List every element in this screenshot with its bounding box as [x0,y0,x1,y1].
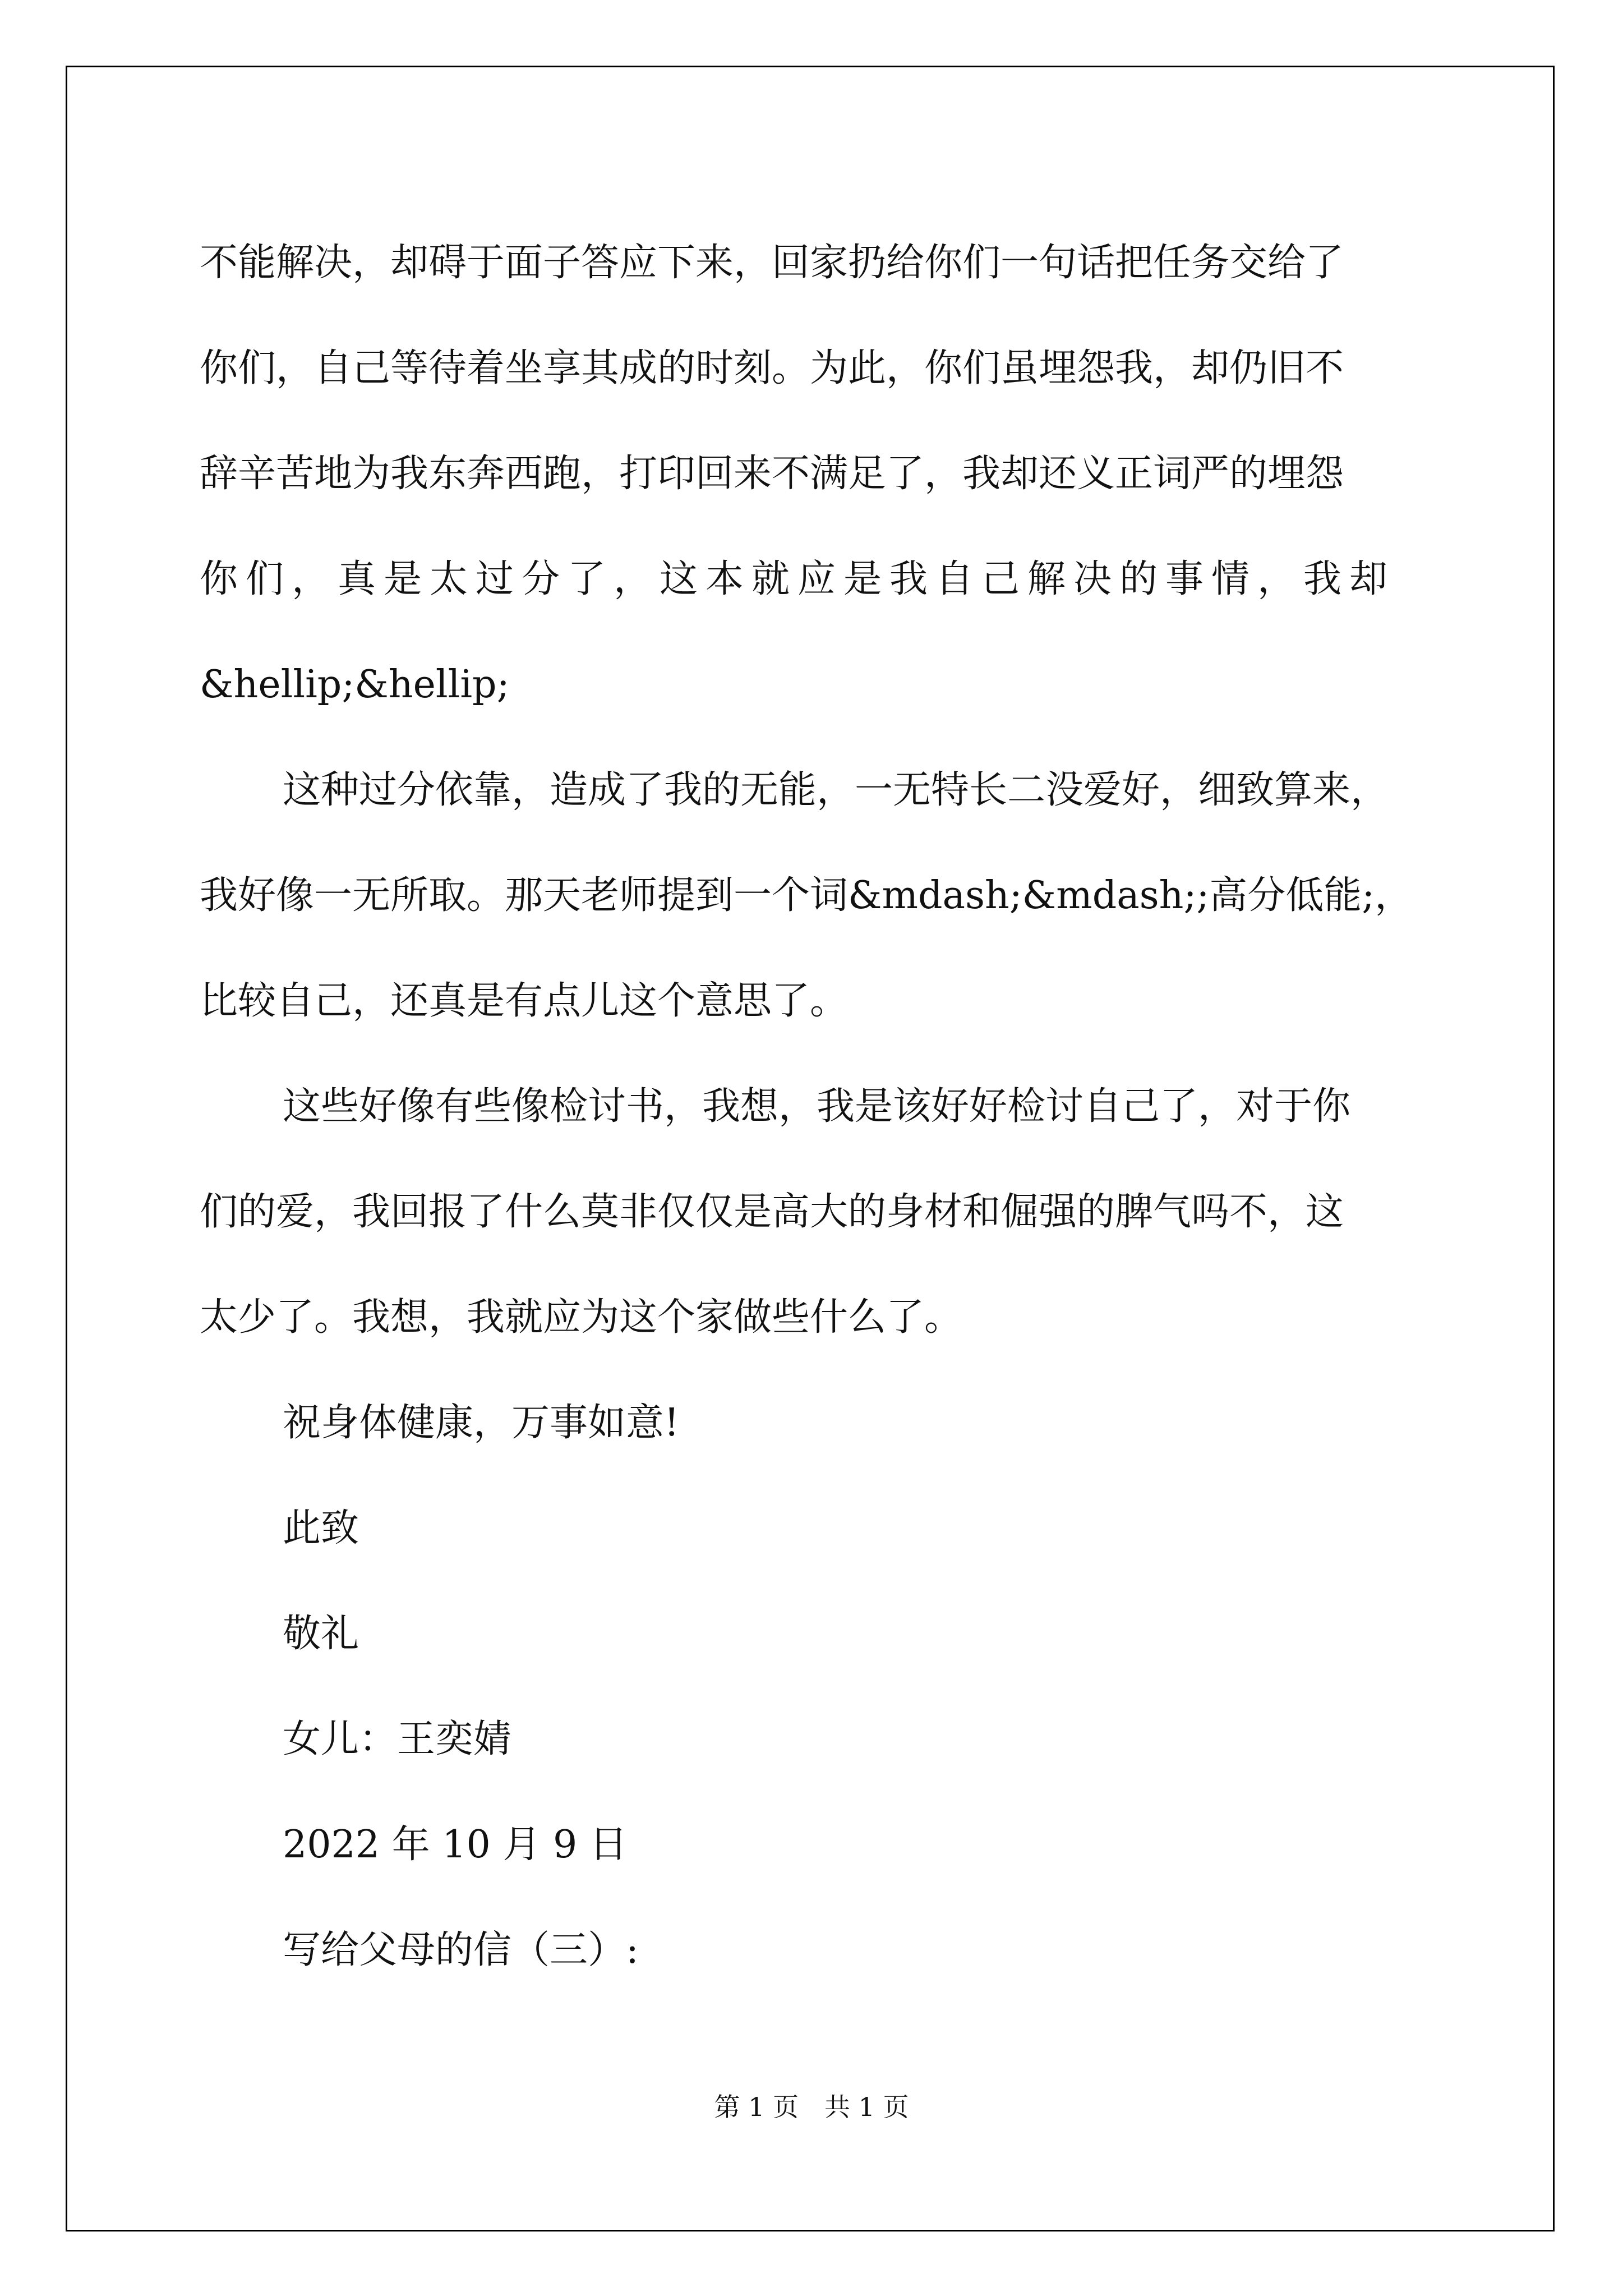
page-total: 共 1 页 [824,2092,909,2122]
body-line: 太少了。我想，我就应为这个家做些什么了。 [200,1295,963,1340]
salutation-line: 此致 [283,1506,359,1550]
body-line: 不能解决，却碍于面子答应下来，回家扔给你们一句话把任务交给了 [200,241,1344,285]
body-line: 们的爱，我回报了什么莫非仅仅是高大的身材和倔强的脾气吗不，这 [200,1190,1344,1234]
page-footer [0,2087,1623,2124]
salutation-line: 敬礼 [283,1612,359,1656]
body-line: &hellip;&hellip; [200,662,510,707]
body-line: 你们，真是太过分了，这本就应是我自己解决的事情，我却 [200,557,1396,601]
body-line: 这种过分依靠，造成了我的无能，一无特长二没爱好，细致算来， [283,768,1389,812]
body-line: 你们，自己等待着坐享其成的时刻。为此，你们虽埋怨我，却仍旧不 [200,346,1344,390]
closing-wish: 祝身体健康，万事如意! [283,1401,680,1445]
body-line: 我好像一无所取。那天老师提到一个词&mdash;&mdash;;高分低能;， [200,873,1413,918]
signature: 女儿：王奕婧 [283,1717,512,1761]
date: 2022 年 10 月 9 日 [283,1823,628,1867]
section-heading: 写给父母的信（三）: [283,1928,639,1972]
body-line: 这些好像有些像检讨书，我想，我是该好好检讨自己了，对于你 [283,1084,1351,1129]
body-line: 辞辛苦地为我东奔西跑，打印回来不满足了，我却还义正词严的埋怨 [200,452,1344,496]
document-body [200,210,1433,2003]
page-number: 第 1 页 [714,2092,799,2122]
body-line: 比较自己，还真是有点儿这个意思了。 [200,979,849,1023]
